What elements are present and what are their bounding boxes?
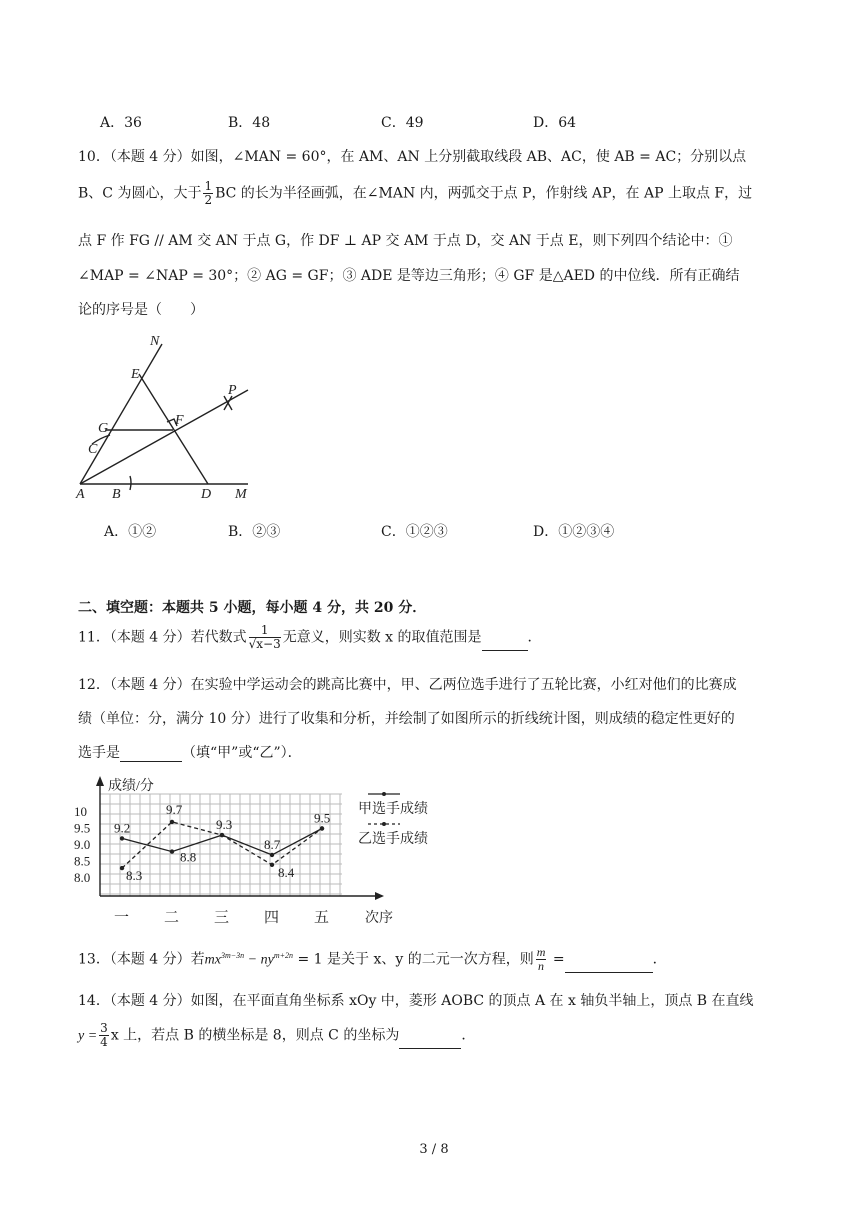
q11-fraction: $\frac{1}{√x-3}$ xyxy=(248,623,281,651)
q9-option-c: C．49 xyxy=(381,115,424,131)
q10-option-d: D．①②③④ xyxy=(533,524,615,540)
label-d: D xyxy=(201,487,212,502)
q14-answer-blank xyxy=(399,1034,461,1049)
data-label: 8.4 xyxy=(278,864,295,880)
y-axis-arrow xyxy=(96,776,104,786)
q12-line-3: 选手是 （填“甲”或“乙”）． xyxy=(78,745,302,761)
q9-option-a: A．36 xyxy=(100,115,142,131)
q11-answer-blank xyxy=(482,636,528,651)
q14-line-2: y = $\frac{3}{4}$ x 上，若点 B 的横坐标是 8，则点 C 的坐标为 ． xyxy=(78,1021,476,1049)
x-tick-label: 四 xyxy=(264,910,280,926)
x-tick-label: 一 xyxy=(114,910,130,926)
q10-line-1: 10．（本题 4 分）如图，∠MAN = 60°，在 AM、AN 上分别截取线段 AB、AC，使 AB = AC；分别以点 xyxy=(78,149,747,165)
label-a: A xyxy=(76,487,85,502)
q12-answer-blank xyxy=(120,747,182,762)
q12-line-1: 12．（本题 4 分）在实验中学运动会的跳高比赛中，甲、乙两位选手进行了五轮比赛，小红对他们的比赛成 xyxy=(78,677,737,693)
score-line-chart xyxy=(70,772,450,932)
label-f: F xyxy=(175,413,184,428)
legend-label: 乙选手成绩 xyxy=(358,832,428,847)
q13-line: 13．（本题 4 分）若$mx^{3m-3n} - ny^{m+2n} = 1$ 是关于 x、y 的二元一次方程，则 $\frac{m}{n}$ = ． xyxy=(78,945,667,973)
q10-fraction: $\frac{1}{2}$ xyxy=(204,179,213,207)
data-label: 9.5 xyxy=(314,810,331,826)
segment-de xyxy=(139,374,208,484)
q10-option-b: B．②③ xyxy=(228,524,281,540)
label-b: B xyxy=(112,487,121,502)
x-axis-title: 次序 xyxy=(365,911,393,926)
label-n: N xyxy=(150,334,160,349)
q10-line-3: 点 F 作 FG // AM 交 AN 于点 G，作 DF ⊥ AP 交 AM 于点 D，交 AN 于点 E，则下列四个结论中：① xyxy=(78,233,733,249)
y-tick-label: 8.0 xyxy=(74,870,91,885)
q10-line-4: ∠MAP = ∠NAP = 30°；② AG = GF；③ ADE 是等边三角形；④ GF 是△AED 的中位线．所有正确结 xyxy=(78,268,740,284)
legend-marker xyxy=(382,792,386,796)
label-g: G xyxy=(98,421,109,436)
q14-fraction: $\frac{3}{4}$ xyxy=(100,1021,108,1049)
q10-geometry-figure xyxy=(70,330,270,510)
data-point xyxy=(320,826,324,830)
q10-line-2: B、C 为圆心，大于 $\frac{1}{2}$ BC 的长为半径画弧，在∠MAN 内，两弧交于点 P，作射线 AP，在 AP 上取点 F，过 xyxy=(78,179,753,207)
q11-line: 11．（本题 4 分）若代数式 $\frac{1}{√x-3}$ 无意义，则实数 x 的取值范围是 ． xyxy=(78,623,542,651)
data-label: 8.8 xyxy=(180,849,197,865)
data-point xyxy=(120,866,124,870)
y-tick-label: 9.5 xyxy=(74,820,91,836)
data-point xyxy=(170,849,174,853)
label-m: M xyxy=(235,487,247,502)
data-point xyxy=(220,833,224,837)
ray-an xyxy=(80,344,162,484)
data-label: 9.3 xyxy=(216,817,233,833)
x-tick-label: 五 xyxy=(314,910,330,926)
legend-label: 甲选手成绩 xyxy=(358,802,428,817)
data-point xyxy=(270,853,274,857)
data-point xyxy=(170,820,174,824)
y-tick-label: 8.5 xyxy=(74,853,91,869)
data-point xyxy=(270,863,274,867)
q13-fraction: $\frac{m}{n}$ xyxy=(536,945,546,973)
data-label: 9.7 xyxy=(166,801,183,817)
q10-option-c: C．①②③ xyxy=(381,524,448,540)
data-label: 8.7 xyxy=(264,836,281,852)
series-line-1 xyxy=(122,829,322,855)
q14-line-1: 14．（本题 4 分）如图，在平面直角坐标系 xOy 中，菱形 AOBC 的顶点 A 在 x 轴负半轴上，顶点 B 在直线 xyxy=(78,993,754,1009)
page-number: 3 / 8 xyxy=(419,1142,449,1157)
q10-option-a: A．①② xyxy=(104,524,157,540)
section-heading: 二、填空题：本题共 5 小题，每小题 4 分，共 20 分． xyxy=(78,600,427,616)
q10-line-5: 论的序号是（ ） xyxy=(78,302,204,318)
label-c: C xyxy=(88,442,98,457)
y-tick-label: 10 xyxy=(74,804,87,819)
data-point xyxy=(120,836,124,840)
q12-line-2: 绩（单位：分，满分 10 分）进行了收集和分析，并绘制了如图所示的折线统计图，则成绩的稳定性更好的 xyxy=(78,711,735,727)
x-axis-arrow xyxy=(375,892,384,900)
x-tick-label: 二 xyxy=(164,910,180,926)
legend-marker xyxy=(382,822,386,826)
x-tick-label: 三 xyxy=(214,910,230,926)
label-p: P xyxy=(228,383,237,398)
y-axis-title: 成绩/分 xyxy=(108,779,154,794)
y-tick-label: 9.0 xyxy=(74,837,91,852)
chart-legend xyxy=(358,792,428,847)
label-e: E xyxy=(131,367,140,382)
data-label: 9.2 xyxy=(114,820,131,836)
data-label: 8.3 xyxy=(126,868,143,884)
arc-b xyxy=(130,476,131,490)
q9-option-b: B．48 xyxy=(228,115,271,131)
q13-answer-blank xyxy=(565,958,653,973)
q9-option-d: D．64 xyxy=(533,115,577,131)
